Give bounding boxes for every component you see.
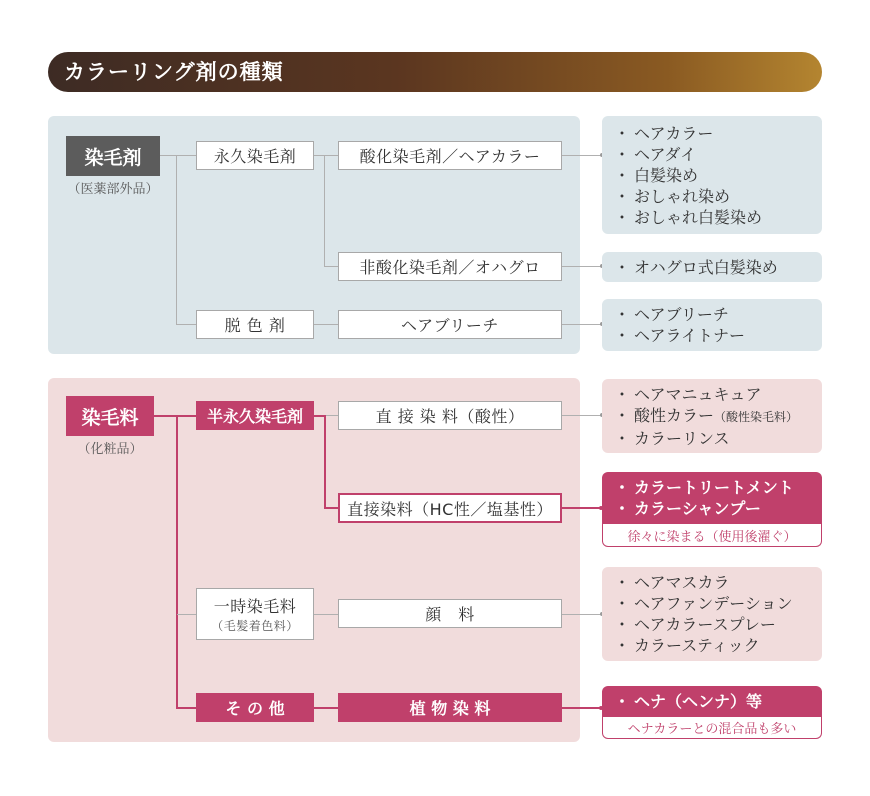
list-item: ・ ヘアカラースプレー (614, 615, 776, 634)
connector-line (176, 155, 177, 325)
list-item: ・ オハグロ式白髪染め (614, 257, 778, 277)
connector-line (160, 155, 196, 156)
connector-line (324, 415, 338, 416)
list-item: ・ ヘアカラー (614, 123, 714, 143)
temporary-colorant-label: 一時染毛料 (213, 597, 297, 616)
connector-line (324, 507, 338, 509)
list-item: ・ カラースティック (614, 636, 760, 655)
hair-dye-root: 染毛剤 (66, 136, 160, 176)
list-item: ・ ヘアライトナー (614, 326, 746, 345)
list-item: ・ 酸性カラー（酸性染毛料） (614, 405, 799, 425)
plant-dye-node: 植 物 染 料 (338, 693, 562, 722)
list-item: ・ 白髪染め (614, 165, 699, 185)
list-item: ・ カラーシャンプー (614, 499, 761, 518)
pigment-node: 顔 料 (338, 599, 562, 628)
list-item: ・ カラーリンス (614, 428, 730, 448)
oxidation-dye-node: 酸化染毛剤／ヘアカラー (338, 141, 562, 170)
bleach-agent-node: 脱 色 剤 (196, 310, 314, 339)
list-item: ・ ヘアマニュキュア (614, 384, 762, 404)
result-ohaguro-products (602, 252, 822, 282)
connector-line (324, 415, 326, 509)
connector-line (324, 155, 325, 267)
henna-note: ヘナカラーとの混合品も多い (602, 717, 822, 739)
connector-line (314, 324, 338, 325)
hair-colorant-root: 染毛料 (66, 396, 154, 436)
connector-line (562, 707, 602, 709)
other-node: そ の 他 (196, 693, 314, 722)
temporary-colorant-node (196, 588, 314, 640)
hc-dye-note: 徐々に染まる（使用後濯ぐ） (602, 524, 822, 547)
hair-colorant-category: （化粧品） (77, 442, 143, 457)
connector-line (176, 707, 196, 709)
connector-line (562, 415, 602, 416)
result-henna-products (602, 686, 822, 717)
connector-line (154, 415, 196, 417)
list-item: ・ ヘアファンデーション (614, 594, 793, 613)
hair-bleach-node: ヘアブリーチ (338, 310, 562, 339)
connector-line (562, 614, 602, 615)
permanent-dye-node: 永久染毛剤 (196, 141, 314, 170)
page-title: カラーリング剤の種類 (64, 60, 284, 84)
connector-line (314, 707, 338, 709)
connector-line (314, 415, 324, 417)
list-item: ・ カラートリートメント (614, 478, 794, 497)
connector-line (314, 155, 338, 156)
result-pigment-products (602, 567, 822, 661)
connector-line (562, 155, 602, 156)
hc-basic-dye-node: 直接染料（HC性／塩基性） (338, 493, 562, 523)
connector-line (562, 507, 602, 509)
hair-dye-category: （医薬部外品） (67, 182, 159, 197)
result-hc-dye-products (602, 472, 822, 524)
list-item: ・ ヘナ（ヘンナ）等 (614, 692, 763, 711)
connector-line (562, 324, 602, 325)
list-item: ・ ヘアダイ (614, 144, 697, 164)
result-oxidation-products (602, 116, 822, 234)
connector-line (324, 266, 338, 267)
connector-line (177, 614, 196, 615)
connector-line (176, 324, 196, 325)
non-oxidation-dye-node: 非酸化染毛剤／オハグロ (338, 252, 562, 281)
result-acid-dye-products (602, 379, 822, 453)
connector-line (176, 415, 178, 709)
temporary-colorant-sub: （毛髪着色料） (211, 619, 299, 633)
acid-dye-node: 直 接 染 料（酸性） (338, 401, 562, 430)
list-item: ・ おしゃれ染め (614, 186, 731, 206)
result-bleach-products (602, 299, 822, 351)
list-item: ・ おしゃれ白髪染め (614, 207, 763, 227)
list-item: ・ ヘアマスカラ (614, 573, 730, 592)
semi-permanent-node: 半永久染毛剤 (196, 401, 314, 430)
connector-line (314, 614, 338, 615)
connector-line (562, 266, 602, 267)
list-item: ・ ヘアブリーチ (614, 305, 729, 324)
